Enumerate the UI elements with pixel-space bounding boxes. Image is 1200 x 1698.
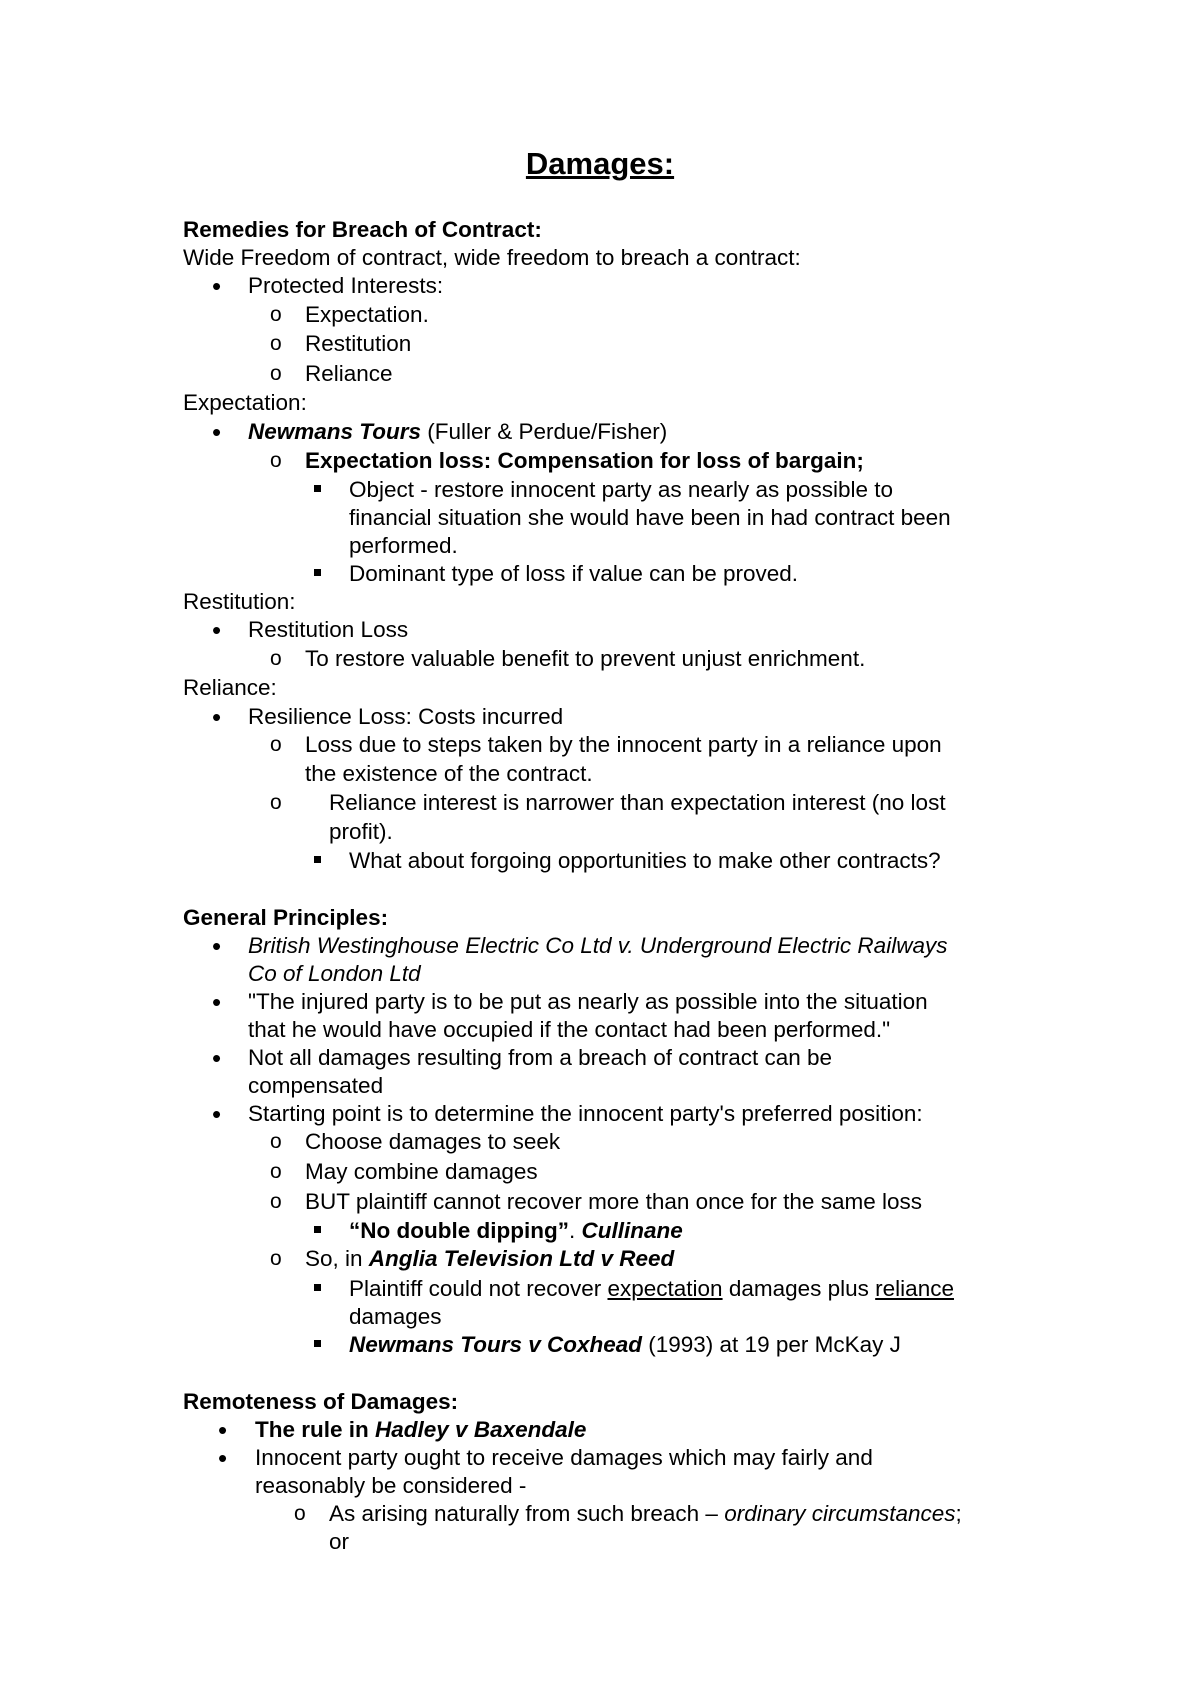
arising-prefix: As arising naturally from such breach –	[329, 1501, 725, 1526]
bullet-square-icon	[314, 1217, 321, 1245]
restitution-restore: To restore valuable benefit to prevent unjust enrichment.	[305, 646, 866, 671]
restitution-label: Restitution:	[183, 589, 296, 614]
general-case-line2: Co of London Ltd	[248, 961, 421, 986]
plaintiff-expectation: expectation	[607, 1276, 723, 1301]
bullet-circle-icon	[270, 1128, 282, 1156]
general-nodouble-line	[349, 1217, 683, 1245]
bullet-square-icon	[314, 847, 321, 875]
list-item: Restitution	[305, 331, 412, 356]
bullet-circle-icon	[294, 1500, 306, 1528]
general-plaintiff-line2: damages	[349, 1304, 442, 1329]
expectation-case-line	[248, 418, 667, 446]
protected-interests: Protected Interests:	[248, 273, 444, 298]
bullet-circle-icon	[270, 330, 282, 358]
remoteness-arising-line1	[329, 1500, 962, 1528]
bullet-disc-icon	[212, 1100, 221, 1131]
bullet-circle-icon	[270, 1245, 282, 1273]
bullet-disc-icon	[212, 418, 221, 449]
general-plaintiff-line1	[349, 1275, 954, 1303]
remedies-intro: Wide Freedom of contract, wide freedom to breach a contract:	[183, 245, 801, 270]
remoteness-innocent-line2: reasonably be considered -	[255, 1473, 527, 1498]
case-authors: (Fuller & Perdue/Fisher)	[420, 419, 668, 444]
plaintiff-middle: damages plus	[722, 1276, 876, 1301]
expectation-loss: Expectation loss: Compensation for loss of bargain;	[305, 448, 864, 473]
reliance-due-line1: Loss due to steps taken by the innocent party in a reliance upon	[305, 732, 942, 757]
reliance-narrow-line1: Reliance interest is narrower than expectation interest (no lost	[329, 790, 946, 815]
general-case-line1: British Westinghouse Electric Co Ltd v. Underground Electric Railways	[248, 933, 948, 958]
bullet-circle-icon	[270, 1188, 282, 1216]
general-notall-line2: compensated	[248, 1073, 384, 1098]
plaintiff-reliance: reliance	[875, 1276, 954, 1301]
reliance-loss: Resilience Loss: Costs incurred	[248, 704, 564, 729]
general-newmans-line	[349, 1331, 901, 1359]
nodouble-quote: “No double dipping”	[349, 1218, 569, 1243]
reliance-forgo: What about forgoing opportunities to make other contracts?	[349, 848, 941, 873]
remoteness-heading: Remoteness of Damages:	[183, 1389, 459, 1414]
expectation-dominant: Dominant type of loss if value can be proved.	[349, 561, 799, 586]
bullet-disc-icon	[212, 703, 221, 734]
general-so-line	[305, 1245, 674, 1273]
bullet-circle-icon	[270, 360, 282, 388]
bullet-disc-icon	[212, 616, 221, 647]
general-start: Starting point is to determine the innocent party's preferred position:	[248, 1101, 923, 1126]
remoteness-arising-line2: or	[329, 1529, 350, 1554]
newmans-case: Newmans Tours v Coxhead	[349, 1332, 642, 1357]
reliance-due-line2: the existence of the contract.	[305, 761, 593, 786]
nodouble-case: Cullinane	[581, 1218, 683, 1243]
general-combine: May combine damages	[305, 1159, 538, 1184]
bullet-disc-icon	[212, 988, 221, 1019]
expectation-label: Expectation:	[183, 390, 307, 415]
remoteness-innocent-line1: Innocent party ought to receive damages which may fairly and	[255, 1445, 873, 1470]
remedies-heading: Remedies for Breach of Contract:	[183, 217, 542, 242]
general-choose: Choose damages to seek	[305, 1129, 561, 1154]
bullet-circle-icon	[270, 447, 282, 475]
rule-case: Hadley v Baxendale	[375, 1417, 587, 1442]
arising-suffix: ;	[955, 1501, 962, 1526]
general-quote-line1: "The injured party is to be put as nearly as possible into the situation	[248, 989, 928, 1014]
bullet-circle-icon	[270, 1158, 282, 1186]
nodouble-separator: .	[568, 1218, 582, 1243]
plaintiff-prefix: Plaintiff could not recover	[349, 1276, 608, 1301]
newmans-citation: (1993) at 19 per McKay J	[642, 1332, 901, 1357]
bullet-square-icon	[314, 1275, 321, 1303]
bullet-circle-icon	[270, 731, 282, 759]
expectation-object-line3: performed.	[349, 533, 458, 558]
bullet-circle-icon	[270, 789, 282, 817]
bullet-disc-icon	[218, 1444, 227, 1475]
arising-italic: ordinary circumstances	[724, 1501, 956, 1526]
general-notall-line1: Not all damages resulting from a breach of contract can be	[248, 1045, 833, 1070]
remoteness-rule-line	[255, 1416, 586, 1444]
general-but: BUT plaintiff cannot recover more than once for the same loss	[305, 1189, 922, 1214]
bullet-square-icon	[314, 476, 321, 504]
list-item: Expectation.	[305, 302, 429, 327]
rule-prefix: The rule in	[255, 1417, 376, 1442]
expectation-object-line2: financial situation she would have been in had contract been	[349, 505, 951, 530]
reliance-label: Reliance:	[183, 675, 277, 700]
general-quote-line2: that he would have occupied if the contact had been performed."	[248, 1017, 891, 1042]
bullet-disc-icon	[212, 932, 221, 963]
bullet-disc-icon	[212, 1044, 221, 1075]
general-heading: General Principles:	[183, 905, 389, 930]
bullet-circle-icon	[270, 645, 282, 673]
so-case: Anglia Television Ltd v Reed	[368, 1246, 675, 1271]
bullet-circle-icon	[270, 301, 282, 329]
reliance-narrow-line2: profit).	[329, 819, 393, 844]
page-title: Damages:	[525, 146, 675, 181]
bullet-square-icon	[314, 1331, 321, 1359]
case-name: Newmans Tours	[248, 419, 421, 444]
bullet-disc-icon	[212, 272, 221, 303]
so-prefix: So, in	[305, 1246, 369, 1271]
list-item: Reliance	[305, 361, 393, 386]
expectation-object-line1: Object - restore innocent party as nearly as possible to	[349, 477, 894, 502]
bullet-square-icon	[314, 560, 321, 588]
restitution-loss: Restitution Loss	[248, 617, 409, 642]
